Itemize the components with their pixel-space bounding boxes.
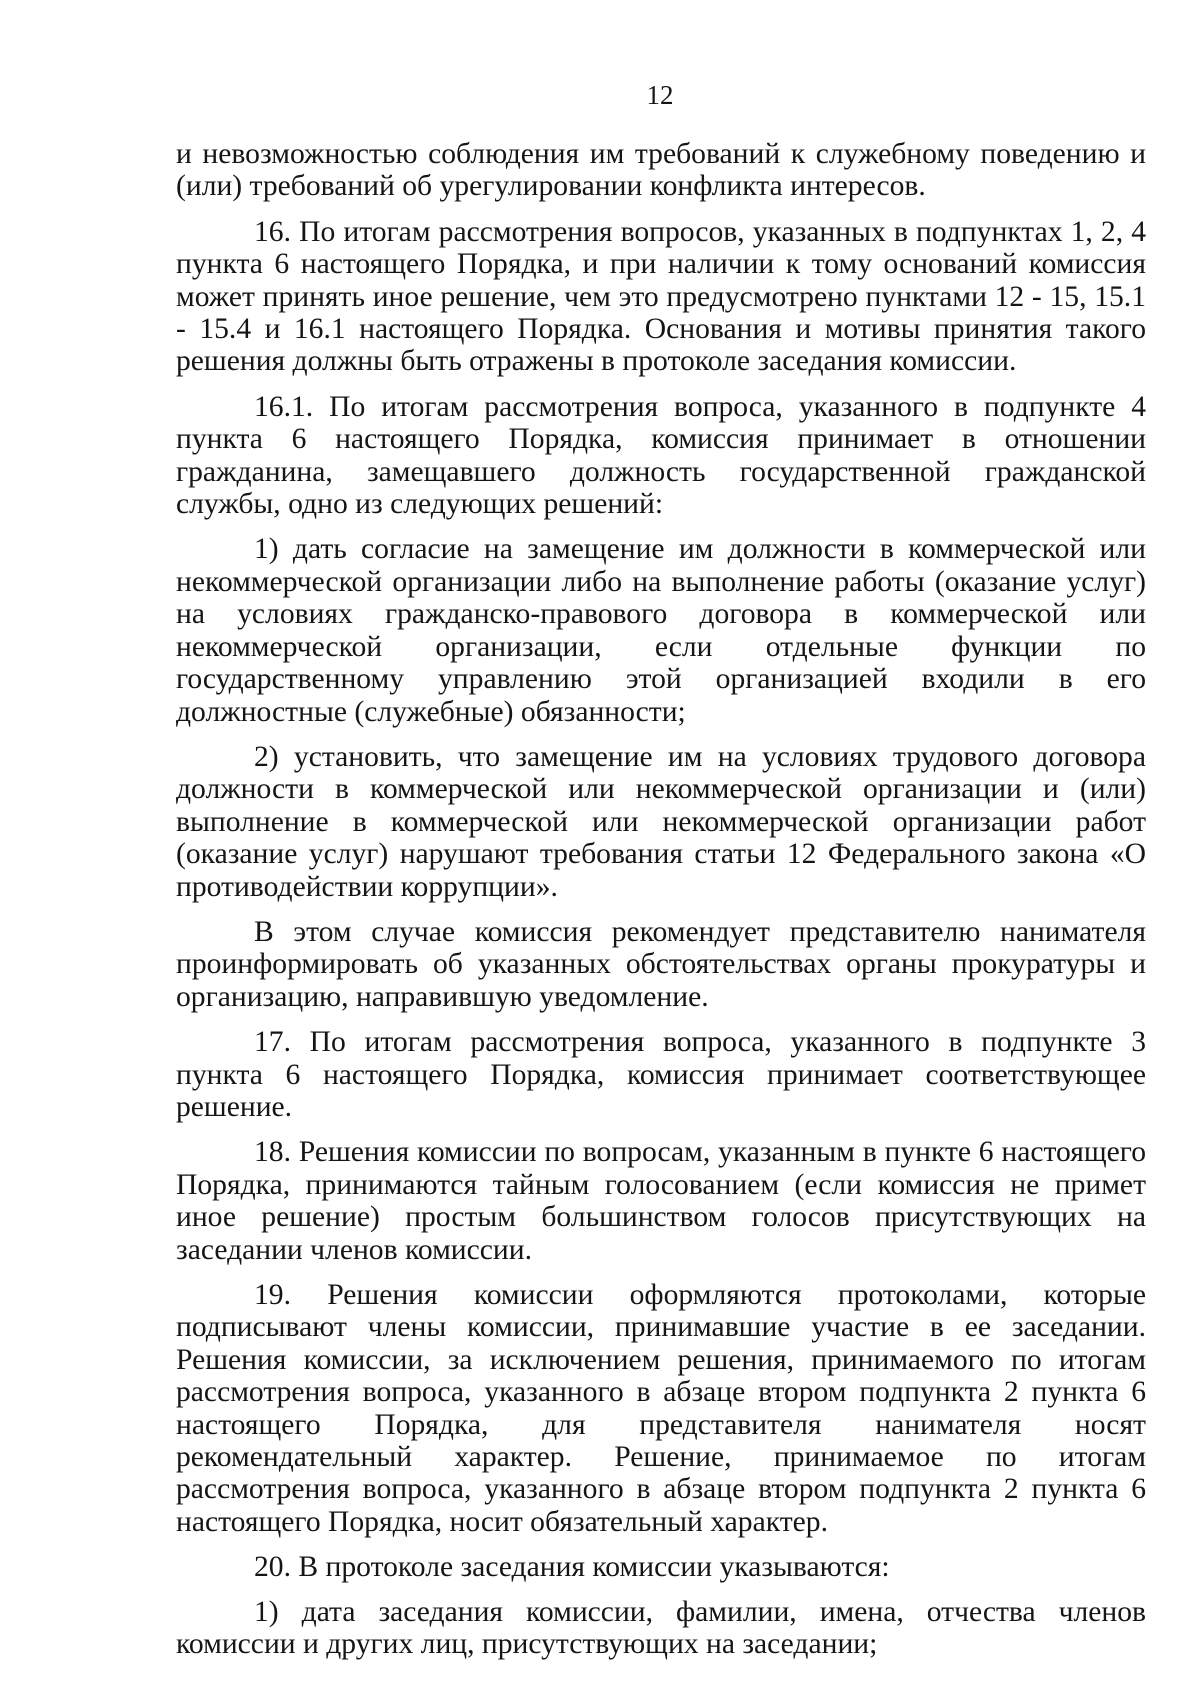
paragraph-20-item-1: 1) дата заседания комиссии, фамилии, имена, отчества членов комиссии и других лиц, присутствующих на заседании;	[176, 1595, 1146, 1661]
paragraph-17: 17. По итогам рассмотрения вопроса, указанного в подпункте 3 пункта 6 настоящего Порядка, комиссия принимает соответствующее решение.	[176, 1026, 1146, 1123]
paragraph-16-1-note: В этом случае комиссия рекомендует представителю нанимателя проинформировать об указанных обстоятельствах органы прокуратуры и организацию, направившую уведомление.	[176, 915, 1146, 1013]
page-number: 12	[646, 80, 674, 110]
paragraph-16-1-item-2: 2) установить, что замещение им на условиях трудового договора должности в коммерческой или некоммерческой организации и (или) выполнение в коммерческой или некоммерческой организации работ (оказание услуг) нарушают требования статьи 12 Федерального закона «О противодействии коррупции».	[176, 740, 1146, 903]
paragraph-continuation: и невозможностью соблюдения им требований к служебному поведению и (или) требований об урегулировании конфликта интересов.	[176, 138, 1146, 203]
paragraph-20: 20. В протоколе заседания комиссии указываются:	[254, 1551, 890, 1584]
document-body	[176, 138, 1146, 1673]
paragraph-16: 16. По итогам рассмотрения вопросов, указанных в подпунктах 1, 2, 4 пункта 6 настоящего Порядка, и при наличии к тому оснований комиссия может принять иное решение, чем это предусмотрено пунктами 12 - 15, 15.1 - 15.4 и 16.1 настоящего Порядка. Основания и мотивы принятия такого решения должны быть отражены в протоколе заседания комиссии.	[176, 215, 1146, 378]
paragraph-16-1: 16.1. По итогам рассмотрения вопроса, указанного в подпункте 4 пункта 6 настоящего Порядка, комиссия принимает в отношении гражданина, замещавшего должность государственной гражданской службы, одно из следующих решений:	[176, 390, 1146, 521]
paragraph-18: 18. Решения комиссии по вопросам, указанным в пункте 6 настоящего Порядка, принимаются тайным голосованием (если комиссия не примет иное решение) простым большинством голосов присутствующих на заседании членов комиссии.	[176, 1136, 1146, 1266]
paragraph-19: 19. Решения комиссии оформляются протоколами, которые подписывают члены комиссии, принимавшие участие в ее заседании. Решения комиссии, за исключением решения, принимаемого по итогам рассмотрения вопроса, указанного в абзаце втором подпункта 2 пункта 6 настоящего Порядка, для представителя нанимателя носят рекомендательный характер. Решение, принимаемое по итогам рассмотрения вопроса, указанного в абзаце втором подпункта 2 пункта 6 настоящего Порядка, носит обязательный характер.	[176, 1279, 1146, 1538]
paragraph-16-1-item-1: 1) дать согласие на замещение им должности в коммерческой или некоммерческой организации либо на выполнение работы (оказание услуг) на условиях гражданско-правового договора в коммерческой или некоммерческой организации, если отдельные функции по государственному управлению этой организацией входили в его должностные (служебные) обязанности;	[176, 533, 1146, 728]
